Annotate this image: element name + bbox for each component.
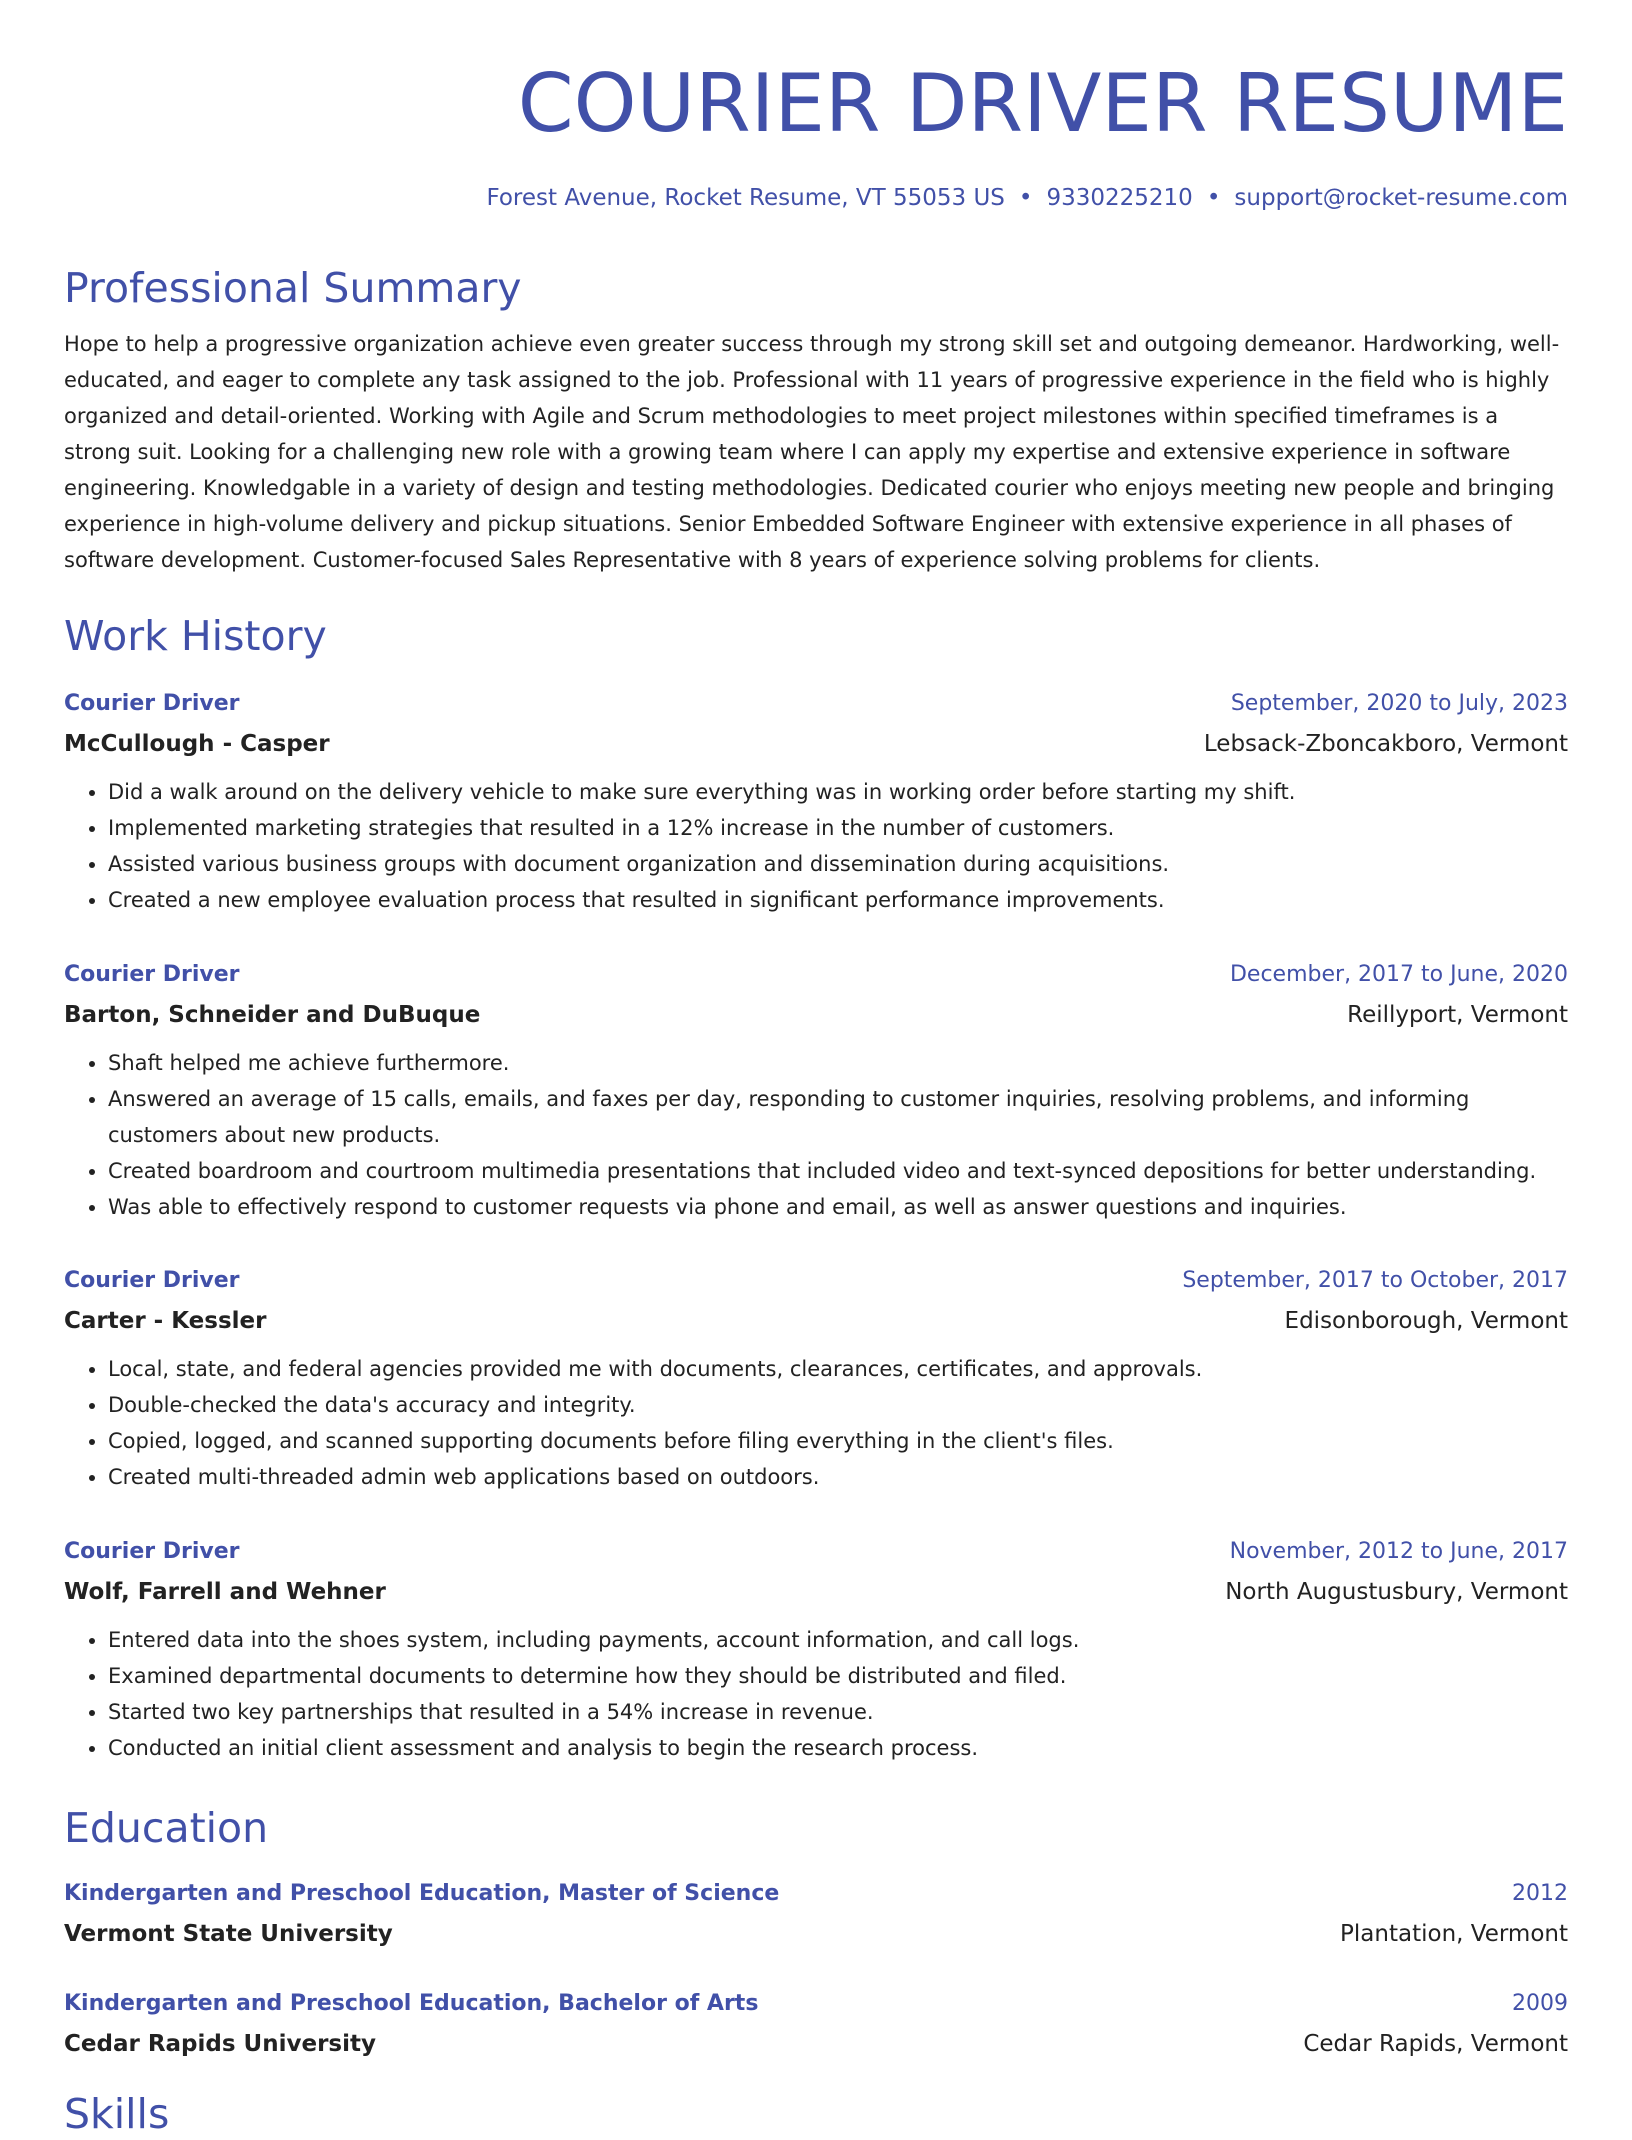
summary-text: Hope to help a progressive organization achieve even greater success through my strong skill set and outgoing demeanor. Hardworking, well-educated, and eager to complete any task assigned to the job. Professional with 11 years of progressive experience in the field who is highly organized and detail-oriented. Working with Agile and Scrum methodologies to meet project milestones within specified timeframes is a strong suit. Looking for a challenging new role with a growing team where I can apply my expertise and extensive experience in software engineering. Knowledgable in a variety of design and testing methodologies. Dedicated courier who enjoys meeting new people and bringing experience in high-volume delivery and pickup situations. Senior Embedded Software Engineer with extensive experience in all phases of software development. Customer-focused Sales Representative with 8 years of experience solving problems for clients.	[64, 332, 1560, 572]
job-bullet: • Examined departmental documents to determine how they should be distributed and filed.	[108, 1658, 1568, 1694]
job-bullet: • Assisted various business groups with document organization and dissemination during acquisitions.	[108, 846, 1568, 882]
skills-section	[64, 2088, 1568, 2140]
job-entry	[64, 955, 1568, 1225]
job-company: Carter - Kessler	[64, 1308, 267, 1334]
job-role: Courier Driver	[64, 1268, 240, 1293]
job-company: Barton, Schneider and DuBuque	[64, 1002, 481, 1028]
job-company: McCullough - Casper	[64, 731, 330, 757]
work-history-section	[64, 610, 1568, 1760]
job-bullet: • Created multi-threaded admin web applications based on outdoors.	[108, 1459, 1568, 1495]
job-bullet: • Implemented marketing strategies that resulted in a 12% increase in the number of customers.	[108, 810, 1568, 846]
education-location: Plantation, Vermont	[1340, 1921, 1568, 1947]
education-heading: Education	[64, 1804, 269, 1852]
skills-heading: Skills	[64, 2090, 170, 2138]
education-entry	[64, 1874, 1568, 1954]
job-dates: December, 2017 to June, 2020	[1229, 962, 1568, 987]
job-bullet: • Created a new employee evaluation process that resulted in significant performance improvements.	[108, 882, 1568, 918]
job-dates: September, 2017 to October, 2017	[1182, 1268, 1568, 1293]
job-bullet: • Local, state, and federal agencies provided me with documents, clearances, certificates, and approvals.	[108, 1351, 1568, 1387]
job-dates: September, 2020 to July, 2023	[1230, 691, 1568, 716]
job-role: Courier Driver	[64, 691, 240, 716]
education-year: 2012	[1512, 1881, 1568, 1906]
job-entry	[64, 684, 1568, 918]
job-company: Wolf, Farrell and Wehner	[64, 1579, 386, 1605]
job-bullet: • Answered an average of 15 calls, emails, and faxes per day, responding to customer inquiries, resolving problems, and informing customers about new products.	[108, 1081, 1568, 1153]
education-school: Vermont State University	[64, 1921, 393, 1947]
summary-section	[64, 262, 1568, 578]
resume-page	[64, 0, 1568, 2138]
job-bullets	[64, 774, 1568, 918]
job-bullet: • Copied, logged, and scanned supporting documents before filing everything in the client's files.	[108, 1423, 1568, 1459]
job-bullet: • Started two key partnerships that resulted in a 54% increase in revenue.	[108, 1694, 1568, 1730]
education-degree: Kindergarten and Preschool Education, Bachelor of Arts	[64, 1991, 759, 2016]
contact-separator: •	[1018, 185, 1033, 211]
contact-phone: 9330225210	[1046, 185, 1193, 211]
job-bullet: • Did a walk around on the delivery vehicle to make sure everything was in working order before starting my shift.	[108, 774, 1568, 810]
job-entry	[64, 1532, 1568, 1766]
job-bullet: • Conducted an initial client assessment and analysis to begin the research process.	[108, 1730, 1568, 1766]
job-dates: November, 2012 to June, 2017	[1229, 1539, 1568, 1564]
work-history-heading: Work History	[64, 612, 327, 660]
job-location: North Augustusbury, Vermont	[1225, 1579, 1568, 1605]
job-role: Courier Driver	[64, 1539, 240, 1564]
job-location: Edisonborough, Vermont	[1284, 1308, 1568, 1334]
job-bullets	[64, 1622, 1568, 1766]
job-bullets	[64, 1351, 1568, 1495]
education-location: Cedar Rapids, Vermont	[1303, 2031, 1568, 2057]
job-bullet: • Entered data into the shoes system, including payments, account information, and call logs.	[108, 1622, 1568, 1658]
job-bullets	[64, 1045, 1568, 1225]
job-bullet: • Shaft helped me achieve furthermore.	[108, 1045, 1568, 1081]
job-role: Courier Driver	[64, 962, 240, 987]
job-location: Reillyport, Vermont	[1347, 1002, 1568, 1028]
education-section	[64, 1802, 1568, 2057]
job-bullet: • Was able to effectively respond to customer requests via phone and email, as well as answer questions and inquiries.	[108, 1189, 1568, 1225]
resume-title: COURIER DRIVER RESUME	[517, 57, 1568, 150]
job-bullet: • Double-checked the data's accuracy and integrity.	[108, 1387, 1568, 1423]
education-year: 2009	[1512, 1991, 1568, 2016]
job-location: Lebsack-Zboncakboro, Vermont	[1203, 731, 1568, 757]
education-entry	[64, 1984, 1568, 2064]
contact-address: Forest Avenue, Rocket Resume, VT 55053 US	[486, 185, 1005, 211]
education-school: Cedar Rapids University	[64, 2031, 376, 2057]
contact-separator: •	[1206, 185, 1221, 211]
contact-line	[64, 182, 1568, 214]
job-bullet: • Created boardroom and courtroom multimedia presentations that included video and text-synced depositions for better understanding.	[108, 1153, 1568, 1189]
job-entry	[64, 1261, 1568, 1495]
contact-email: support@rocket-resume.com	[1234, 185, 1568, 211]
summary-heading: Professional Summary	[64, 264, 522, 312]
education-degree: Kindergarten and Preschool Education, Master of Science	[64, 1881, 780, 1906]
